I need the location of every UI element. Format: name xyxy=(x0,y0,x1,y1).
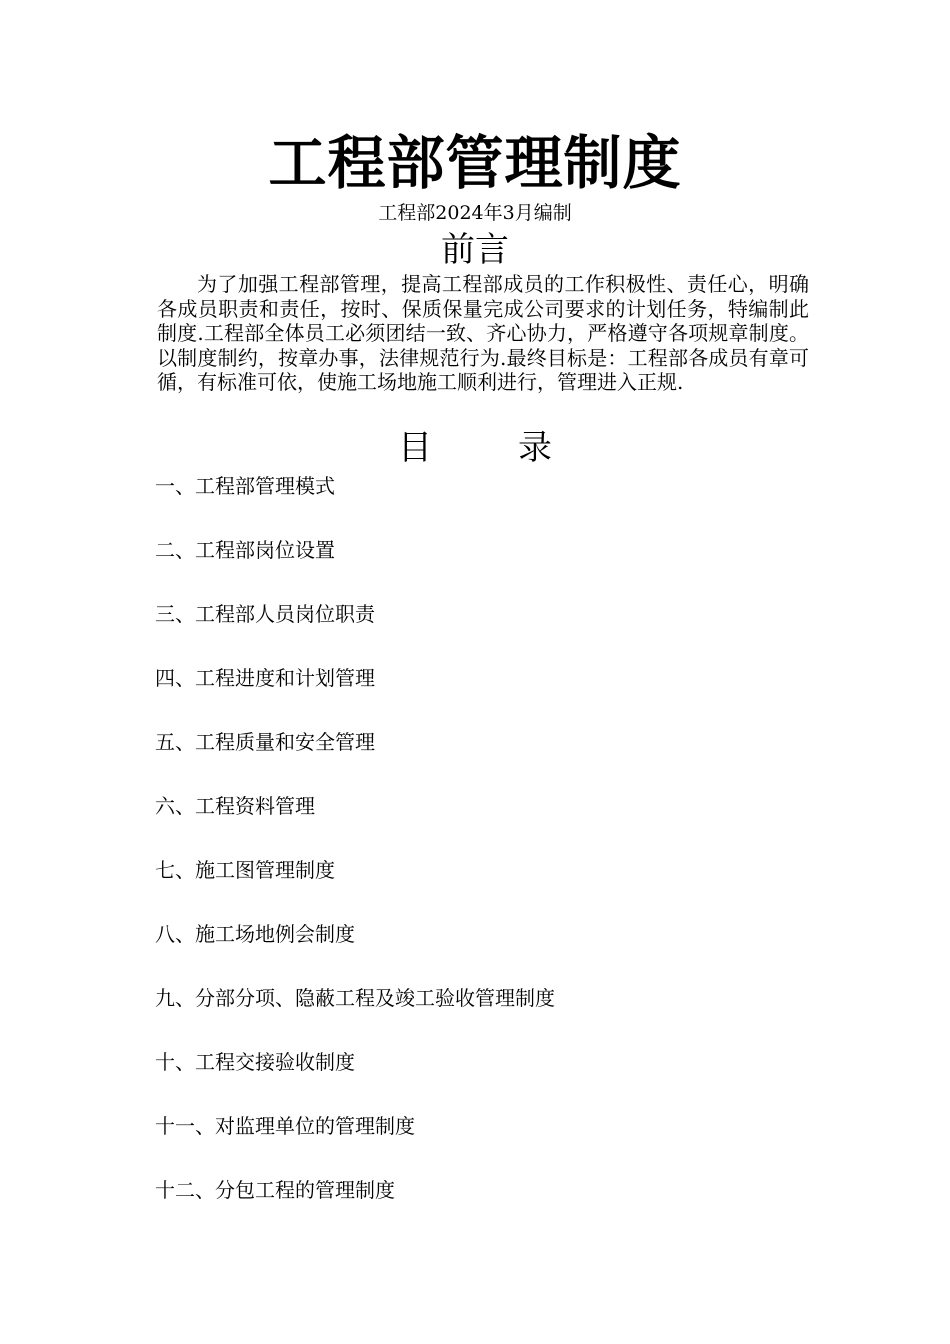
toc-item: 八、施工场地例会制度 xyxy=(155,922,355,946)
document-subtitle: 工程部2024年3月编制 xyxy=(378,202,572,224)
toc-heading-char: 目 xyxy=(398,428,432,468)
toc-list xyxy=(155,472,815,1240)
toc-item: 一、工程部管理模式 xyxy=(155,474,335,498)
toc-item: 二、工程部岗位设置 xyxy=(155,538,335,562)
toc-item: 四、工程进度和计划管理 xyxy=(155,666,375,690)
toc-item: 六、工程资料管理 xyxy=(155,794,315,818)
toc-item: 三、工程部人员岗位职责 xyxy=(155,602,375,626)
toc-heading-char: 录 xyxy=(518,428,552,468)
toc-item: 十一、对监理单位的管理制度 xyxy=(155,1114,415,1138)
toc-item: 十二、分包工程的管理制度 xyxy=(155,1178,395,1202)
toc-heading xyxy=(0,426,950,470)
toc-item: 十、工程交接验收制度 xyxy=(155,1050,355,1074)
toc-item: 七、施工图管理制度 xyxy=(155,858,335,882)
preface-heading: 前言 xyxy=(441,230,509,270)
preface-paragraph: 为了加强工程部管理，提高工程部成员的工作积极性、责任心，明确各成员职责和责任，按时、保质保量完成公司要求的计划任务，特编制此制度.工程部全体员工必须团结一致、齐心协力，严格遵守各项规章制度。以制度制约，按章办事，法律规范行为.最终目标是：工程部各成员有章可循，有标准可依，使施工场地施工顺利进行，管理进入正规. xyxy=(157,272,809,394)
toc-item: 九、分部分项、隐蔽工程及竣工验收管理制度 xyxy=(155,986,555,1010)
document-title: 工程部管理制度 xyxy=(268,129,682,197)
toc-item: 五、工程质量和安全管理 xyxy=(155,730,375,754)
